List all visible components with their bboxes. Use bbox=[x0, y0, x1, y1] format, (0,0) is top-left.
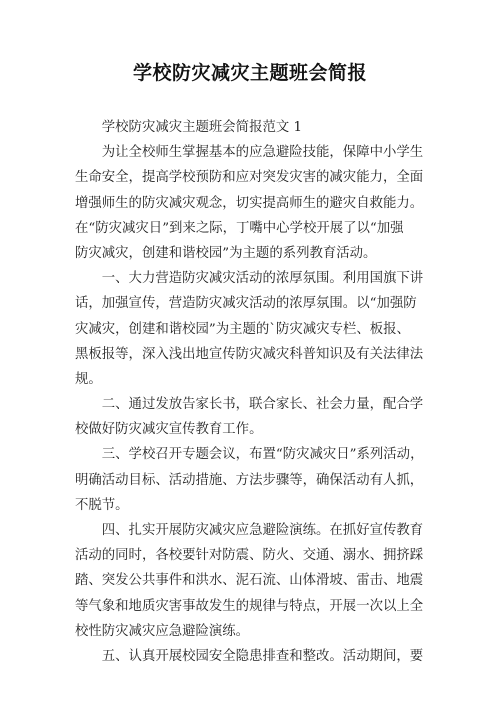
body-line: 活动的同时，各校要针对防震、防火、交通、溺水、拥挤踩 bbox=[75, 548, 424, 564]
document-body bbox=[75, 115, 437, 669]
body-line: 二、通过发放告家长书，联合家长、社会力量，配合学 bbox=[75, 397, 424, 413]
body-line: 生命安全，提高学校预防和应对突发灾害的减灾能力，全面 bbox=[75, 170, 424, 186]
body-line: 明确活动目标、活动措施、方法步骤等，确保活动有人抓， bbox=[75, 472, 424, 488]
body-line: 四、扎实开展防灾减灾应急避险演练。在抓好宣传教育 bbox=[75, 523, 424, 538]
body-line: 学校防灾减灾主题班会简报范文 1 bbox=[75, 120, 303, 135]
body-line: 不脱节。 bbox=[75, 497, 129, 513]
body-line: 为让全校师生掌握基本的应急避险技能，保障中小学生 bbox=[75, 145, 424, 161]
body-line: 在“防灾减灾日”到来之际，丁嘴中心学校开展了以“加强 bbox=[75, 220, 404, 236]
body-line: 规。 bbox=[75, 371, 102, 387]
body-line: 灾减灾，创建和谐校园”为主题的`防灾减灾专栏、板报、 bbox=[75, 321, 410, 337]
body-line: 五、认真开展校园安全隐患排查和整改。活动期间，要 bbox=[75, 648, 424, 664]
body-line: 防灾减灾，创建和谐校园”为主题的系列教育活动。 bbox=[75, 245, 377, 261]
body-line: 踏、突发公共事件和洪水、泥石流、山体滑坡、雷击、地震 bbox=[75, 573, 424, 589]
body-line: 黑板报等，深入浅出地宣传防灾减灾科普知识及有关法律法 bbox=[75, 346, 424, 362]
body-line: 话，加强宣传，营造防灾减灾活动的浓厚氛围。以“加强防 bbox=[75, 296, 417, 312]
body-line: 一、大力营造防灾减灾活动的浓厚氛围。利用国旗下讲 bbox=[75, 271, 424, 287]
body-line: 校做好防灾减灾宣传教育工作。 bbox=[75, 422, 263, 438]
body-line: 三、学校召开专题会议，布置“防灾减灾日”系列活动， bbox=[75, 447, 424, 463]
body-line: 增强师生的防灾减灾观念，切实提高师生的避灾自救能力。 bbox=[75, 195, 424, 211]
document-title: 学校防灾减灾主题班会简报 bbox=[132, 62, 367, 84]
body-line: 等气象和地质灾害事故发生的规律与特点，开展一次以上全 bbox=[75, 598, 424, 614]
body-line: 校性防灾减灾应急避险演练。 bbox=[75, 623, 250, 639]
